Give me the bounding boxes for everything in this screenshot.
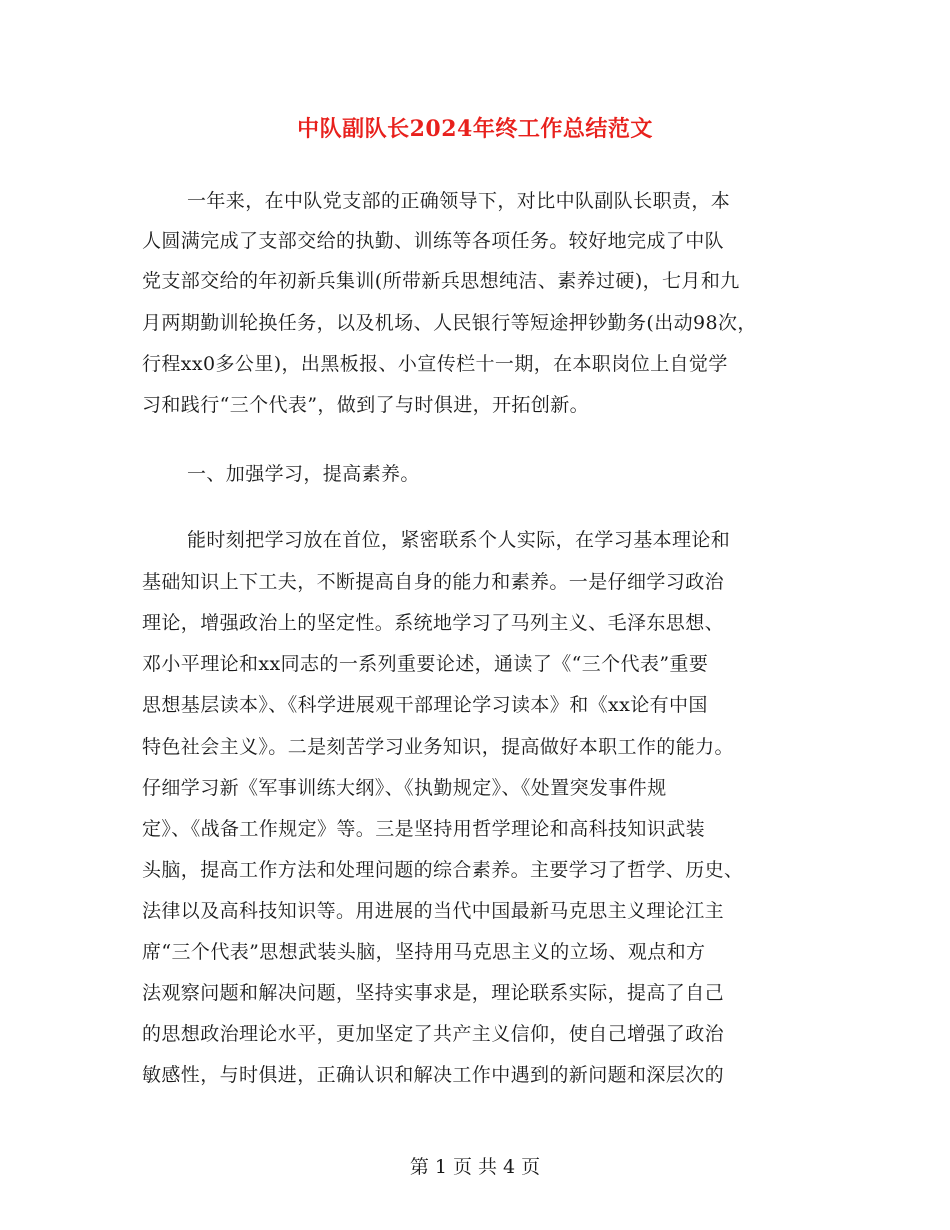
body-line: 法观察问题和解决问题，坚持实事求是，理论联系实际，提高了自己	[142, 982, 725, 1004]
body-line: 的思想政治理论水平，更加坚定了共产主义信仰，使自己增强了政治	[142, 1023, 725, 1045]
body-line: 特色社会主义》。二是刻苦学习业务知识，提高做好本职工作的能力。	[142, 736, 734, 758]
body-line: 基础知识上下工夫，不断提高自身的能力和素养。一是仔细学习政治	[142, 571, 725, 593]
body-line: 邓小平理论和xx同志的一系列重要论述，通读了《“三个代表”重要	[142, 653, 709, 675]
body-line: 席“三个代表”思想武装头脑，坚持用马克思主义的立场、观点和方	[142, 941, 706, 963]
section-heading: 一、加强学习，提高素养。	[187, 463, 420, 485]
body-line: 习和践行“三个代表”，做到了与时俱进，开拓创新。	[142, 394, 590, 416]
body-line: 能时刻把学习放在首位，紧密联系个人实际，在学习基本理论和	[187, 529, 731, 551]
body-line: 定》、《战备工作规定》等。三是坚持用哲学理论和高科技知识武装	[142, 818, 706, 840]
body-line: 仔细学习新《军事训练大纲》、《执勤规定》、《处置突发事件规	[142, 777, 667, 799]
body-line: 思想基层读本》、《科学进展观干部理论学习读本》和《xx论有中国	[142, 694, 708, 716]
body-line: 头脑，提高工作方法和处理问题的综合素养。主要学习了哲学、历史、	[142, 859, 744, 881]
page-footer: 第 1 页 共 4 页	[409, 1156, 541, 1178]
body-line: 法律以及高科技知识等。用进展的当代中国最新马克思主义理论江主	[142, 900, 725, 922]
body-line: 一年来，在中队党支部的正确领导下，对比中队副队长职责，本	[187, 190, 731, 212]
body-line: 月两期勤训轮换任务，以及机场、人民银行等短途押钞勤务(出动98次，	[142, 312, 757, 334]
body-line: 党支部交给的年初新兵集训(所带新兵思想纯洁、素养过硬)，七月和九	[142, 270, 740, 292]
body-line: 敏感性，与时俱进，正确认识和解决工作中遇到的新问题和深层次的	[142, 1064, 725, 1086]
body-line: 行程xx0多公里)，出黑板报、小宣传栏十一期，在本职岗位上自觉学	[142, 353, 728, 375]
document-title: 中队副队长2024年终工作总结范文	[297, 116, 653, 142]
body-line: 理论，增强政治上的坚定性。系统地学习了马列主义、毛泽东思想、	[142, 612, 725, 634]
body-line: 人圆满完成了支部交给的执勤、训练等各项任务。较好地完成了中队	[142, 230, 725, 252]
